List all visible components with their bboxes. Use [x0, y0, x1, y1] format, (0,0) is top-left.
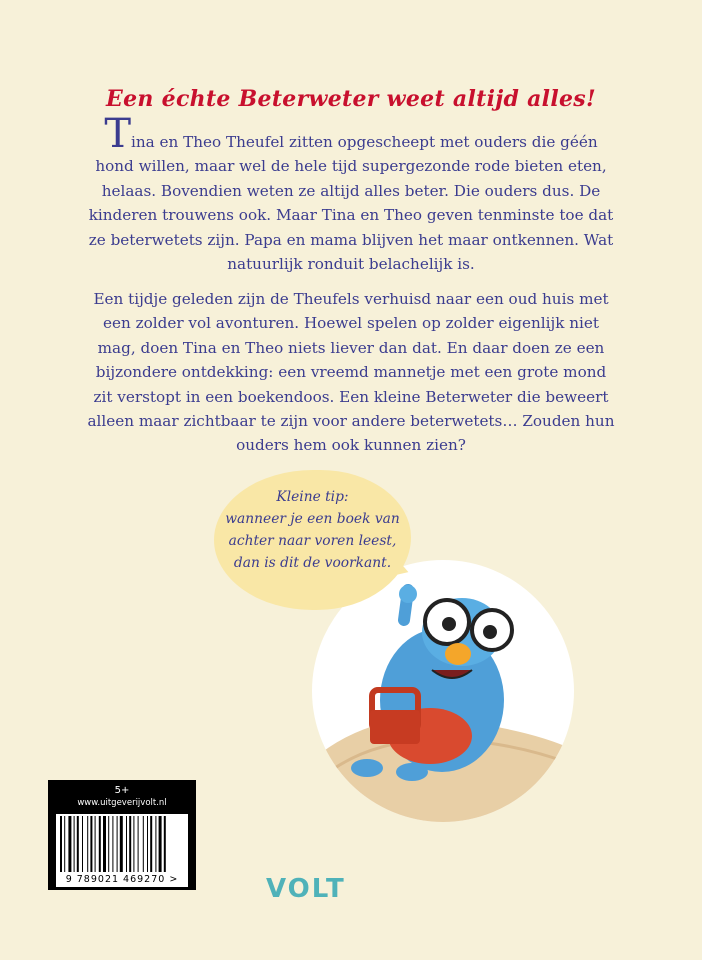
- barcode-bar: [129, 816, 131, 872]
- barcode-bar: [133, 816, 134, 872]
- age-label: 5+: [114, 785, 130, 796]
- barcode-bar: [143, 816, 144, 872]
- barcode-bar: [90, 816, 92, 872]
- headline: Een échte Beterweter weet altijd alles!: [106, 86, 596, 112]
- blurb-paragraph-2: Een tijdje geleden zijn de Theufels verhuisd naar een oud huis met een zolder vol avonturen. Hoewel spelen op zolder eigenlijk niet mag, doen Tina en Theo niets liever dan dat. En daar doen ze een bijzondere ontdekking: een vreemd mannetje met een grote mond zit verstopt in een boekendoos. Een kleine Beterweter die beweert alleen maar zichtbaar te zijn voor andere beterwetets… Zouden hun ouders hem ook kunnen zien?: [87, 290, 615, 455]
- drop-cap: T: [104, 111, 132, 157]
- barcode-bar: [126, 816, 127, 872]
- barcode-bar: [147, 816, 148, 872]
- speech-bubble-text: [214, 486, 411, 574]
- barcode-bar: [77, 816, 79, 872]
- barcode-bar: [164, 816, 166, 872]
- barcode-panel: [48, 780, 196, 890]
- blurb-paragraph-1-text: ina en Theo Theufel zitten opgescheept met ouders die géén hond willen, maar wel de hele tijd supergezonde rode bieten eten, helaas. Bovendien weten ze altijd alles beter. Die ouders dus. De kinderen trouwens ook. Maar Tina en Theo geven tenminste toe dat ze beterwetets zijn. Papa en mama blijven het maar ontkennen. Wat natuurlijk ronduit belachelijk is.: [88, 133, 614, 274]
- barcode-bar: [159, 816, 162, 872]
- barcode-bar: [82, 816, 83, 872]
- barcode-bar: [68, 816, 71, 872]
- publisher-url: www.uitgeverijvolt.nl: [77, 798, 167, 808]
- volt-logo: VOLT: [266, 874, 346, 904]
- blurb-paragraph-1: [84, 111, 618, 276]
- barcode-bar: [99, 816, 101, 872]
- barcode-bar: [120, 816, 123, 872]
- barcode-bar: [103, 816, 106, 872]
- barcode-bar: [117, 816, 118, 872]
- bubble-line-2: wanneer je een boek van: [225, 511, 400, 527]
- barcode-lines: [56, 814, 188, 874]
- barcode-bar: [138, 816, 139, 872]
- barcode-bar: [108, 816, 109, 872]
- barcode-bar: [155, 816, 156, 872]
- barcode-bar: [87, 816, 88, 872]
- barcode-bar: [60, 816, 62, 872]
- barcode-bar: [150, 816, 152, 872]
- bubble-line-4: dan is dit de voorkant.: [233, 555, 392, 571]
- barcode-bar: [64, 816, 65, 872]
- barcode-bar: [74, 816, 75, 872]
- bubble-line-3: achter naar voren leest,: [228, 533, 397, 549]
- barcode-bar: [95, 816, 96, 872]
- barcode-bar: [112, 816, 113, 872]
- bubble-line-1: Kleine tip:: [276, 489, 349, 505]
- isbn-number: 9 789021 469270 >: [56, 873, 188, 887]
